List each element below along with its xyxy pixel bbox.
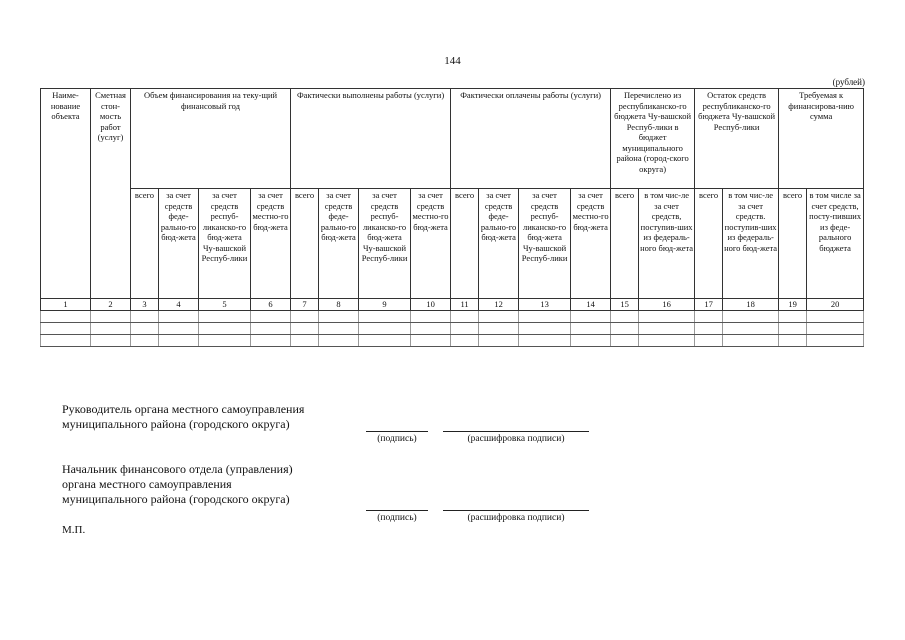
sub-total: всего: [695, 189, 723, 299]
sub-republican: за счет средств респуб-ликанско-го бюд-жета Чу-вашской Респуб-лики: [199, 189, 251, 299]
sub-republican: за счет средств респуб-ликанско-го бюд-жета Чу-вашской Респуб-лики: [359, 189, 411, 299]
column-number: 8: [319, 299, 359, 311]
sub-federal: за счет средств феде-рально-го бюд-жета: [319, 189, 359, 299]
sub-including-federal: в том чис-ле за счет средств. поступив-ших из федераль-ного бюд-жета: [723, 189, 779, 299]
head-title-line: Руководитель органа местного самоуправления: [62, 402, 305, 416]
finance-decode-caption: (расшифровка подписи): [467, 513, 565, 523]
sub-local: за счет средств местно-го бюд-жета: [251, 189, 291, 299]
header-planned-financing: Объем финансирования на теку-щий финансовый год: [131, 89, 291, 189]
column-number: 1: [41, 299, 91, 311]
financing-report-table: [40, 88, 864, 347]
column-number: 12: [479, 299, 519, 311]
sub-total: всего: [131, 189, 159, 299]
finance-title-line: Начальник финансового отдела (управления): [62, 462, 293, 476]
column-numbers-row: [41, 299, 864, 311]
head-decode-caption: (расшифровка подписи): [467, 434, 565, 444]
column-number: 10: [411, 299, 451, 311]
column-number: 9: [359, 299, 411, 311]
sub-federal: за счет средств феде-рально-го бюд-жета: [159, 189, 199, 299]
column-number: 4: [159, 299, 199, 311]
column-number: 18: [723, 299, 779, 311]
column-number: 17: [695, 299, 723, 311]
finance-sign-caption: (подпись): [377, 513, 417, 523]
column-number: 13: [519, 299, 571, 311]
sub-local: за счет средств местно-го бюд-жета: [411, 189, 451, 299]
column-number: 5: [199, 299, 251, 311]
sub-including-federal: в том числе за счет средств, посту-пивших из феде-рального бюджета: [807, 189, 864, 299]
head-sign-caption: (подпись): [377, 434, 417, 444]
head-title-line: муниципального района (городского округа): [62, 417, 290, 431]
sub-total: всего: [451, 189, 479, 299]
column-number: 19: [779, 299, 807, 311]
head-signature-title: [62, 402, 304, 432]
sub-federal: за счет средств феде-рально-го бюд-жета: [479, 189, 519, 299]
column-number: 7: [291, 299, 319, 311]
header-work-paid: Фактически оплачены работы (услуги): [451, 89, 611, 189]
sub-total: всего: [779, 189, 807, 299]
table-row: [41, 311, 864, 323]
finance-signature-title: [62, 462, 293, 507]
header-transferred: Перечислено из республиканско-го бюджета Чу-вашской Респуб-лики в бюджет муниципального района (город-ского округа): [611, 89, 695, 189]
sub-total: всего: [611, 189, 639, 299]
column-number: 11: [451, 299, 479, 311]
column-number: 15: [611, 299, 639, 311]
finance-title-line: муниципального района (городского округа): [62, 492, 290, 506]
column-number: 14: [571, 299, 611, 311]
table-row: [41, 323, 864, 335]
sub-local: за счет средств местно-го бюд-жета: [571, 189, 611, 299]
page-number: 144: [444, 55, 461, 67]
finance-title-line: органа местного самоуправления: [62, 477, 232, 491]
stamp-label: М.П.: [62, 524, 86, 536]
column-number: 16: [639, 299, 695, 311]
column-number: 6: [251, 299, 291, 311]
header-estimated-cost: Сметная стон-мость работ (услуг): [91, 89, 131, 299]
column-number: 20: [807, 299, 864, 311]
units-label: (рублей): [832, 77, 865, 87]
sub-total: всего: [291, 189, 319, 299]
header-work-performed: Фактически выполнены работы (услуги): [291, 89, 451, 189]
finance-signature-line: [366, 510, 428, 511]
header-remaining-funds: Остаток средств республиканско-го бюджета Чу-вашской Респуб-лики: [695, 89, 779, 189]
header-required-amount: Требуемая к финансирова-нию сумма: [779, 89, 864, 189]
head-decode-line: [443, 431, 589, 432]
sub-including-federal: в том чис-ле за счет средств, поступив-ших из федераль-ного бюд-жета: [639, 189, 695, 299]
header-object-name: Наиме-нование объекта: [41, 89, 91, 299]
column-number: 2: [91, 299, 131, 311]
sub-republican: за счет средств респуб-ликанско-го бюд-жета Чу-вашской Респуб-лики: [519, 189, 571, 299]
column-number: 3: [131, 299, 159, 311]
table-row: [41, 335, 864, 347]
finance-decode-line: [443, 510, 589, 511]
head-signature-line: [366, 431, 428, 432]
